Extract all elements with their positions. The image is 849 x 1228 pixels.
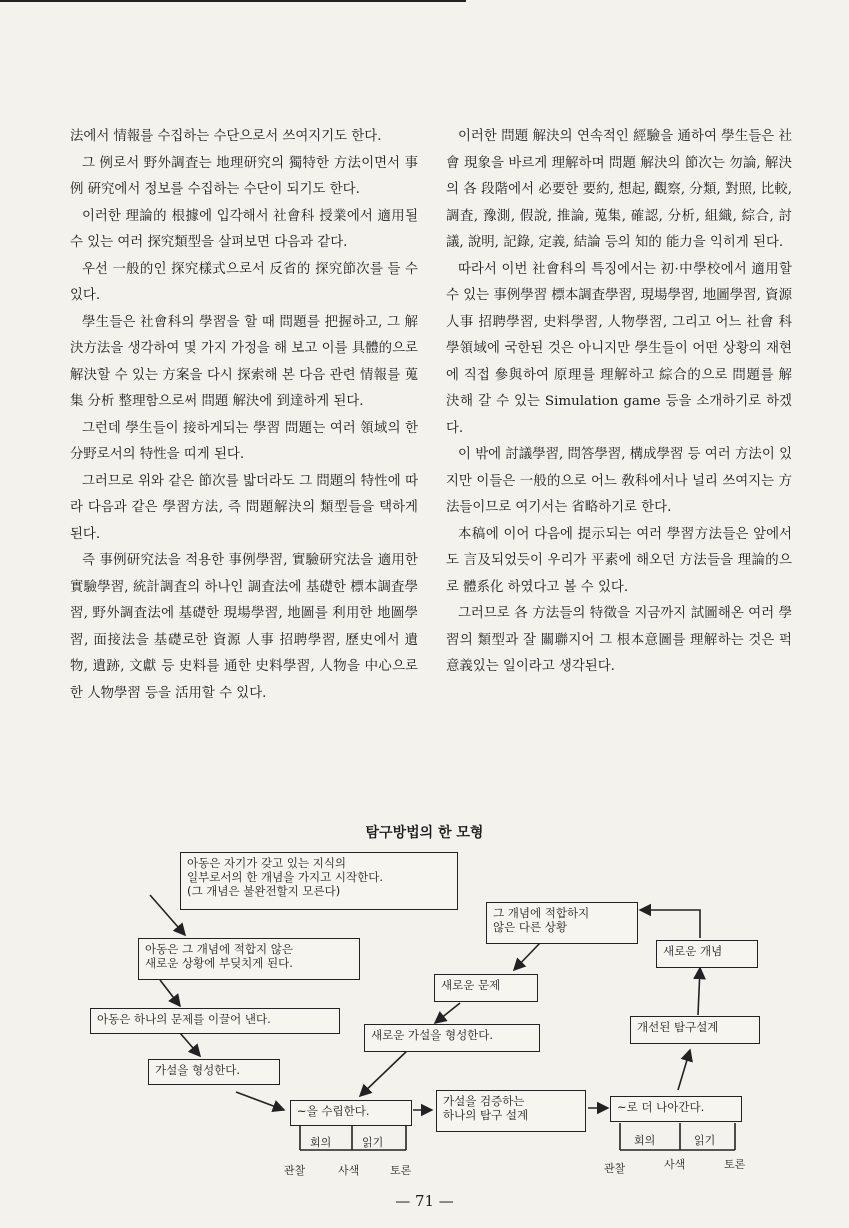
box-start-concept: 아동은 자기가 갖고 있는 지식의 일부로서의 한 개념을 가지고 시작한다. (그 개념은 불완전할지 모른다) xyxy=(180,852,458,910)
label-observation: 관찰 xyxy=(284,1164,306,1177)
arrow xyxy=(678,1050,690,1090)
box-hypothesis: 가설을 형성한다. xyxy=(148,1059,280,1085)
label-discussion: 토론 xyxy=(390,1164,412,1177)
left-column xyxy=(70,124,418,707)
paragraph: 法에서 情報를 수집하는 수단으로서 쓰여지기도 한다. xyxy=(70,129,382,144)
paragraph: 그 例로서 野外調査는 地理研究의 獨特한 方法이면서 事例 硏究에서 정보를 수집하는 수단이 되기도 한다. xyxy=(70,155,418,197)
box-new-situation: 아동은 그 개념에 적합지 않은 새로운 상황에 부딪치게 된다. xyxy=(138,938,360,980)
label-discussion: 토론 xyxy=(724,1158,746,1171)
label-reflection: 사색 xyxy=(338,1164,360,1177)
box-proceed: ~로 더 나아간다. xyxy=(610,1096,742,1122)
figure-title: 탐구방법의 한 모형 xyxy=(365,825,484,841)
page-number: — 71 — xyxy=(395,1192,454,1210)
paragraph: 이 밖에 討議學習, 問答學習, 構成學習 등 여러 方法이 있지만 이들은 一般的으로 어느 敎科에서나 널리 쓰여지는 方法들이므로 여기서는 省略하기로 한다. xyxy=(446,447,792,515)
arrow xyxy=(160,980,180,1006)
box-establish: ~을 수립한다. xyxy=(290,1100,412,1126)
paragraph: 그런데 學生들이 接하게되는 學習 問題는 여러 領域의 한 分野로서의 特性을 띠게 된다. xyxy=(70,420,418,462)
label-reading: 읽기 xyxy=(362,1136,384,1149)
arrow xyxy=(236,1092,284,1110)
box-test-design: 가설을 검증하는 하나의 탐구 설계 xyxy=(436,1090,586,1132)
paragraph: 따라서 이번 社會科의 특징에서는 初·中學校에서 適用할 수 있는 事例學習 標本調査學習, 現場學習, 地圖學習, 資源人事 招聘學習, 史料學習, 人物學習, 그리고 어느 社會 科學領域에 국한된 것은 아니지만 學生들이 어떤 상황의 재현에 직접 參與하여 原理를 理解하고 綜合的으로 問題를 解決해 갈 수 있는 Simulation game 등을 소개하기로 하겠다. xyxy=(446,261,792,436)
paragraph: 그러므로 위와 같은 節次를 밟더라도 그 問題의 特性에 따라 다음과 같은 學習方法, 즉 問題解決의 類型들을 택하게 된다. xyxy=(70,473,418,542)
label-meeting: 회의 xyxy=(310,1136,332,1149)
box-new-hypothesis: 새로운 가설을 형성한다. xyxy=(364,1024,540,1052)
label-meeting: 회의 xyxy=(634,1134,656,1147)
box-problem: 아동은 하나의 문제를 이끌어 낸다. xyxy=(90,1008,340,1034)
paragraph: 이러한 理論的 根據에 입각해서 社會科 授業에서 適用될 수 있는 여러 探究類型을 살펴보면 다음과 같다. xyxy=(70,208,418,250)
right-column xyxy=(446,124,792,681)
box-improved-design: 개선된 탐구설계 xyxy=(630,1016,760,1044)
paragraph: 그러므로 各 方法들의 特徵을 지금까지 試圖해온 여러 學習의 類型과 잘 關聯지어 그 根本意圖를 理解하는 것은 퍽 意義있는 일이라고 생각된다. xyxy=(446,606,792,674)
paragraph: 學生들은 社會科의 學習을 할 때 問題를 把握하고, 그 解決方法을 생각하여 몇 가지 가정을 해 보고 이를 具體的으로 解決할 수 있는 方案을 다시 探索해 본 다음 관련 情報를 蒐集 分析 整理함으로써 問題 解決에 到達하게 된다. xyxy=(70,314,418,409)
label-reading: 읽기 xyxy=(694,1134,716,1147)
top-rule xyxy=(0,0,466,2)
paragraph: 本稿에 이어 다음에 提示되는 여러 學習方法들은 앞에서도 言及되었듯이 우리가 平素에 해오던 方法들을 理論的으로 體系化 하였다고 볼 수 있다. xyxy=(446,526,792,595)
paragraph: 우선 一般的인 探究樣式으로서 反省的 探究節次를 들 수 있다. xyxy=(70,261,418,303)
paragraph: 즉 事例研究法을 적용한 事例學習, 實驗研究法을 適用한 實驗學習, 統計調査의 하나인 調査法에 基礎한 標本調査學習, 野外調査法에 基礎한 現場學習, 地圖를 利用한 地圖學習, 面接法을 基礎로한 資源 人事 招聘學習, 歷史에서 遺物, 遺跡, 文獻 등 史料를 通한 史料學習, 人物을 中心으로 한 人物學習 등을 活用할 수 있다. xyxy=(70,553,418,701)
arrow xyxy=(360,1048,410,1096)
paragraph: 이러한 問題 解決의 연속적인 經驗을 通하여 學生들은 社會 現象을 바르게 理解하며 問題 解決의 節次는 勿論, 解決의 各 段階에서 必要한 要約, 想起, 觀察, 分類, 對照, 比較, 調査, 豫測, 假說, 推論, 蒐集, 確認, 分析, 組織, 綜合, 討議, 說明, 記錄, 定義, 結論 등의 知的 能力을 익히게 된다. xyxy=(446,129,792,250)
arrow xyxy=(180,1033,200,1056)
label-reflection: 사색 xyxy=(664,1158,686,1171)
box-other-situation: 그 개념에 적합하지 않은 다른 상황 xyxy=(486,902,638,944)
arrow xyxy=(698,968,700,1015)
box-new-problem: 새로운 문제 xyxy=(434,974,538,1002)
label-observation: 관찰 xyxy=(604,1162,626,1175)
box-new-concept: 새로운 개념 xyxy=(656,940,758,968)
arrow xyxy=(514,943,540,970)
arrow xyxy=(435,1003,460,1023)
arrow xyxy=(640,910,700,938)
